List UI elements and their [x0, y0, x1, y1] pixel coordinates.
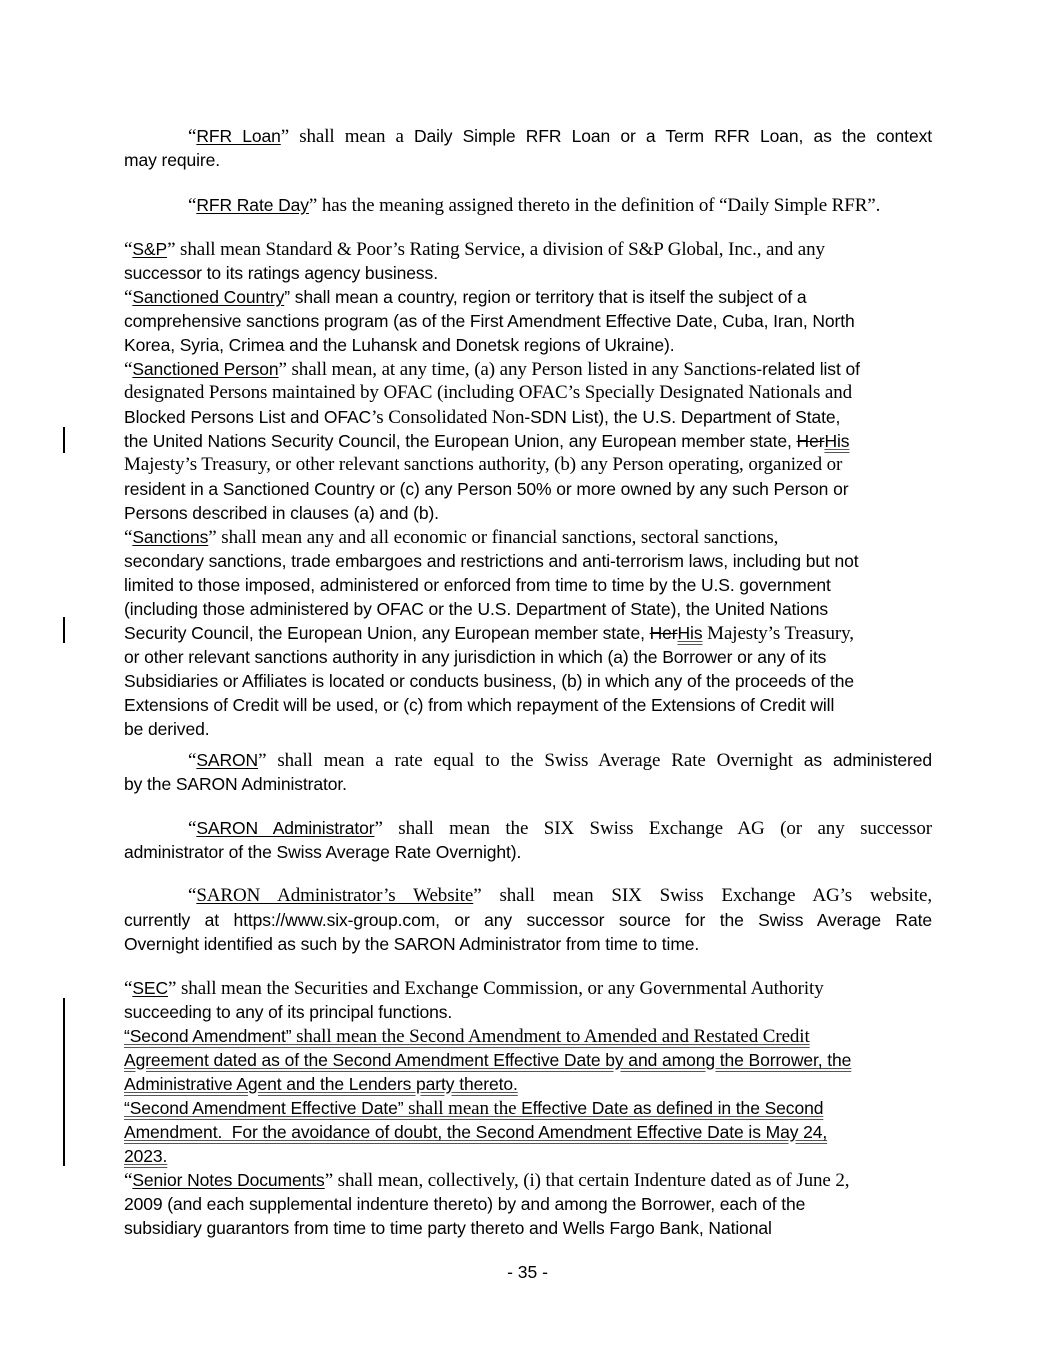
definition-sp: “S&P” shall mean Standard & Poor’s Rating Service, a division of S&P Global, Inc., and any: [124, 239, 825, 260]
term-senior-notes-documents: Senior Notes Documents: [132, 1170, 325, 1190]
definition-line: by the SARON Administrator.: [124, 774, 347, 794]
definition-line: Overnight identified as such by the SARON Administrator from time to time.: [124, 934, 700, 954]
definition-line: currently at https://www.six-group.com, or any successor source for the Swiss Average Rate: [124, 910, 932, 930]
definition-line: Amendment. For the avoidance of doubt, the Second Amendment Effective Date is May 24,: [124, 1122, 828, 1142]
definition-line: Majesty’s Treasury, or other relevant sanctions authority, (b) any Person operating, organized or: [124, 454, 843, 475]
change-bar-sanctions: [63, 617, 65, 643]
definition-second-amendment: “Second Amendment” shall mean the Second Amendment to Amended and Restated Credit: [124, 1026, 810, 1047]
definition-rfr-loan: “RFR Loan” shall mean a Daily Simple RFR Loan or a Term RFR Loan, as the context: [188, 126, 932, 147]
definition-line: Extensions of Credit will be used, or (c) from which repayment of the Extensions of Credit will: [124, 695, 835, 715]
term-sp: S&P: [132, 239, 168, 259]
inserted-text: His: [824, 431, 850, 451]
term-rfr-rate-day: RFR Rate Day: [196, 195, 309, 215]
term-saron-website: SARON Administrator’s Website: [196, 885, 474, 906]
deleted-text: Her: [796, 431, 825, 451]
definition-line: Administrative Agent and the Lenders party thereto.: [124, 1074, 518, 1094]
definition-line: 2009 (and each supplemental indenture thereto) by and among the Borrower, each of the: [124, 1194, 806, 1214]
definition-saron-website: “SARON Administrator’s Website” shall mean SIX Swiss Exchange AG’s website,: [188, 885, 932, 906]
definition-rfr-rate-day: “RFR Rate Day” has the meaning assigned thereto in the definition of “Daily Simple RFR”.: [188, 195, 881, 216]
definition-sanctions: “Sanctions” shall mean any and all economic or financial sanctions, sectoral sanctions,: [124, 527, 779, 548]
definition-line: subsidiary guarantors from time to time party thereto and Wells Fargo Bank, National: [124, 1218, 772, 1238]
definition-sec: “SEC” shall mean the Securities and Exchange Commission, or any Governmental Authority: [124, 978, 824, 999]
definition-senior-notes-documents: “Senior Notes Documents” shall mean, collectively, (i) that certain Indenture dated as of June 2,: [124, 1170, 850, 1191]
definition-line: comprehensive sanctions program (as of the First Amendment Effective Date, Cuba, Iran, North: [124, 311, 855, 331]
definition-sanctioned-country: “Sanctioned Country” shall mean a country, region or territory that is itself the subject of a: [124, 287, 807, 308]
definition-line: Agreement dated as of the Second Amendment Effective Date by and among the Borrower, the: [124, 1050, 852, 1070]
term-sanctioned-country: Sanctioned Country: [132, 287, 285, 307]
term-saron: SARON: [196, 750, 259, 770]
term-sanctioned-person: Sanctioned Person: [132, 359, 279, 379]
definition-line: (including those administered by OFAC or the U.S. Department of State), the United Nations: [124, 599, 828, 619]
deleted-text: Her: [649, 623, 678, 643]
term-saron-administrator: SARON Administrator: [196, 818, 375, 838]
definition-line: be derived.: [124, 719, 210, 739]
definition-line: designated Persons maintained by OFAC (including OFAC’s Specially Designated Nationals and: [124, 382, 853, 403]
definition-line: Persons described in clauses (a) and (b).: [124, 503, 439, 523]
definition-line: Korea, Syria, Crimea and the Luhansk and Donetsk regions of Ukraine).: [124, 335, 675, 355]
definition-saron-administrator: “SARON Administrator” shall mean the SIX Swiss Exchange AG (or any successor: [188, 818, 932, 839]
definition-line: administrator of the Swiss Average Rate Overnight).: [124, 842, 522, 862]
definition-line: succeeding to any of its principal functions.: [124, 1002, 453, 1022]
term-rfr-loan: RFR Loan: [196, 126, 281, 146]
definition-line: may require.: [124, 150, 221, 170]
definition-line: secondary sanctions, trade embargoes and restrictions and anti-terrorism laws, including but not: [124, 551, 859, 571]
definition-line: limited to those imposed, administered or enforced from time to time by the U.S. government: [124, 575, 831, 595]
definition-line: successor to its ratings agency business.: [124, 263, 438, 283]
definition-second-amendment-effective-date: “Second Amendment Effective Date” shall mean the Effective Date as defined in the Second: [124, 1098, 824, 1119]
definition-line: Blocked Persons List and OFAC’s Consolidated Non-SDN List), the U.S. Department of State,: [124, 407, 841, 428]
change-bar-second-amendment: [63, 998, 65, 1166]
term-sanctions: Sanctions: [132, 527, 209, 547]
definition-line: or other relevant sanctions authority in any jurisdiction in which (a) the Borrower or any of its: [124, 647, 827, 667]
definition-line: Subsidiaries or Affiliates is located or conducts business, (b) in which any of the proceeds of the: [124, 671, 855, 691]
term-sec: SEC: [132, 978, 169, 998]
definition-sanctioned-person: “Sanctioned Person” shall mean, at any time, (a) any Person listed in any Sanctions-related list of: [124, 359, 860, 380]
definition-line: Security Council, the European Union, any European member state, HerHis Majesty’s Treasury,: [124, 623, 854, 644]
definition-line: resident in a Sanctioned Country or (c) any Person 50% or more owned by any such Person or: [124, 479, 849, 499]
definition-line: the United Nations Security Council, the European Union, any European member state, HerHis: [124, 431, 850, 451]
page-number: - 35 -: [507, 1262, 548, 1282]
change-bar-sanctioned-person: [63, 427, 65, 453]
inserted-text: His: [677, 623, 703, 643]
definition-saron: “SARON” shall mean a rate equal to the Swiss Average Rate Overnight as administered: [188, 750, 932, 771]
definition-line: 2023.: [124, 1146, 168, 1166]
